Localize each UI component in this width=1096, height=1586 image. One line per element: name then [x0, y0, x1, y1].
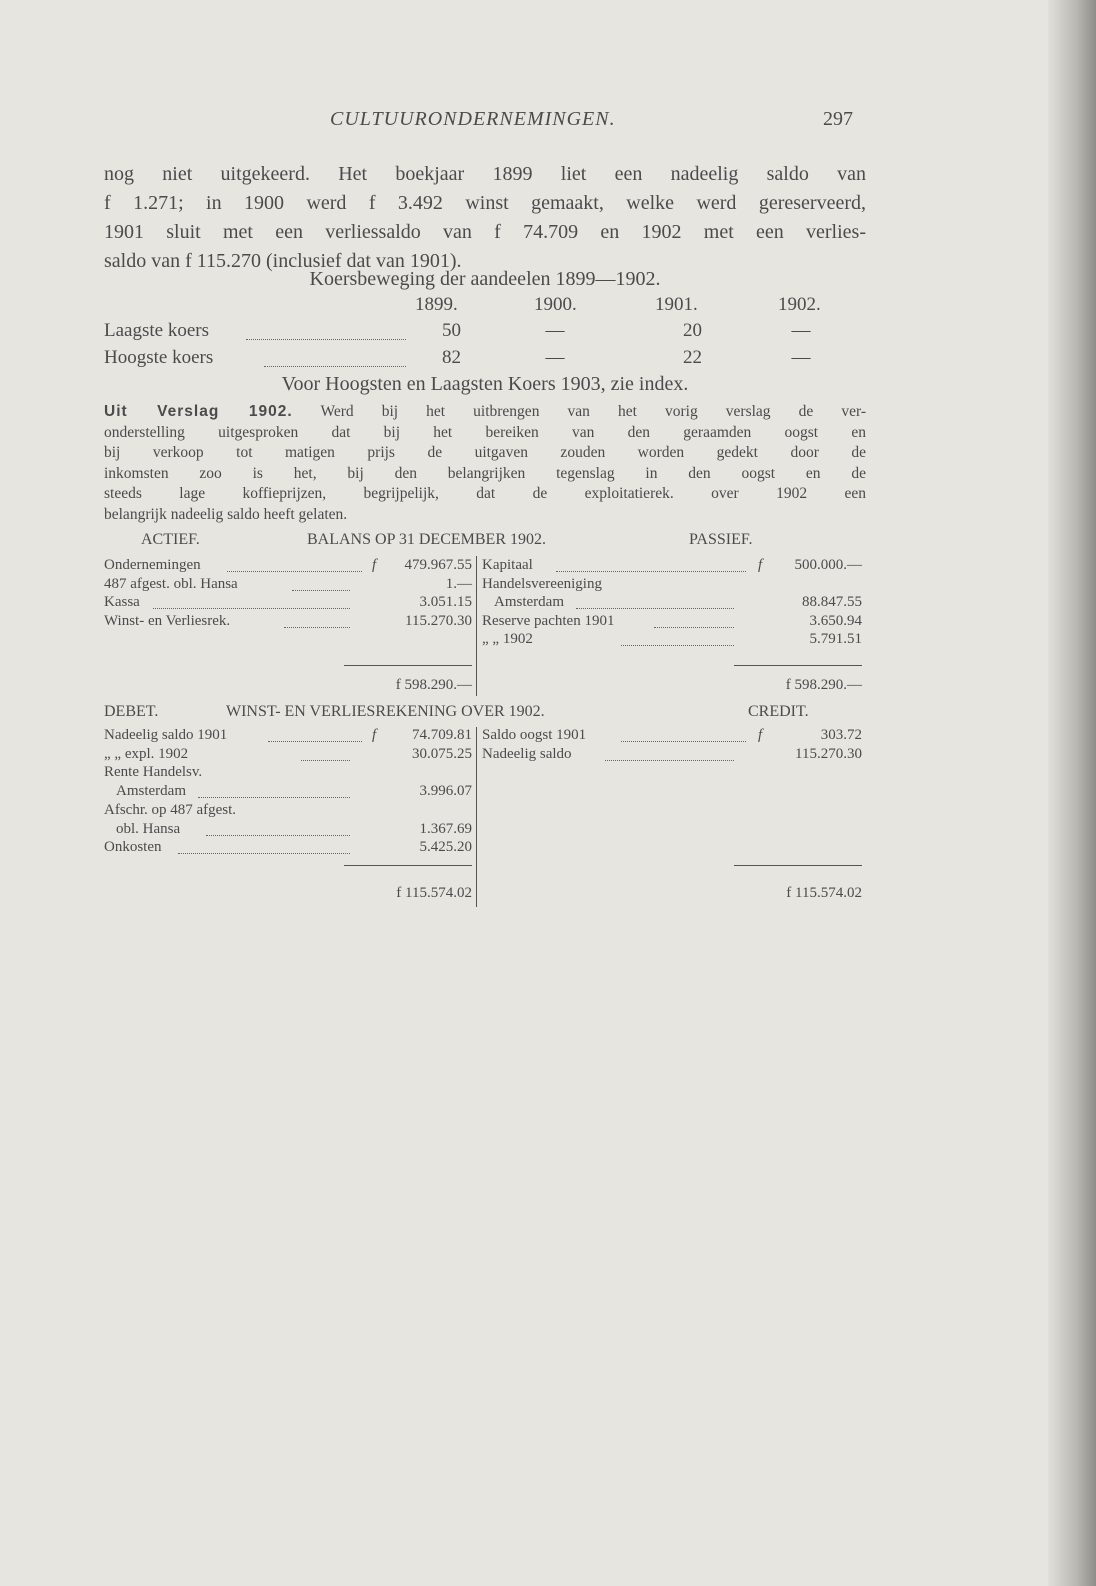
debet-label: DEBET.	[104, 703, 159, 720]
currency-symbol: f	[758, 727, 763, 743]
row-label: Kassa	[104, 594, 140, 610]
year-header: 1899.	[415, 294, 458, 315]
value: —	[791, 320, 811, 341]
amount: 479.967.55	[404, 557, 472, 573]
leader-dots	[621, 645, 734, 646]
leader-dots	[206, 835, 350, 836]
amount: 500.000.—	[794, 557, 862, 573]
balans-title: BALANS OP 31 DECEMBER 1902.	[307, 531, 546, 548]
sum-rule	[344, 665, 472, 666]
year-header: 1901.	[655, 294, 698, 315]
leader-dots	[556, 571, 746, 572]
winst-divider	[476, 727, 477, 907]
verslag-heading: Uit Verslag 1902.	[104, 403, 293, 420]
winst-title: WINST- EN VERLIESREKENING OVER 1902.	[226, 703, 545, 720]
sum-rule	[734, 665, 862, 666]
row-label: Onkosten	[104, 839, 162, 856]
amount: 74.709.81	[412, 727, 472, 743]
row-label: Nadeelig saldo	[482, 745, 572, 762]
leader-dots	[198, 797, 350, 798]
currency-symbol: f	[372, 727, 377, 743]
amount: 303.72	[820, 727, 862, 743]
page-edge-shadow	[1048, 0, 1096, 1586]
leader-dots	[301, 760, 350, 761]
sum-rule	[734, 865, 862, 866]
verslag-paragraph	[104, 402, 866, 525]
amount: 5.791.51	[809, 631, 862, 647]
credit-label: CREDIT.	[748, 703, 809, 720]
leader-dots	[227, 571, 362, 572]
value: 50	[442, 320, 461, 341]
leader-dots	[153, 608, 350, 609]
amount: 88.847.55	[802, 594, 862, 610]
leader-dots	[246, 339, 406, 340]
currency-symbol: f	[372, 557, 377, 573]
text-line: bij verkoop tot matigen prijs de uitgaven zouden worden gedekt door de	[104, 444, 866, 461]
value: 22	[683, 347, 702, 368]
row-label: Laagste koers	[104, 320, 209, 341]
page-number: 297	[823, 108, 853, 130]
row-label: Afschr. op 487 afgest.	[104, 801, 237, 818]
row-label: Amsterdam	[116, 783, 186, 800]
amount: 3.650.94	[809, 612, 862, 629]
currency-symbol: f	[758, 557, 763, 573]
row-label: Reserve pachten 1901	[482, 612, 615, 629]
amount: 3.996.07	[419, 783, 472, 800]
passief-label: PASSIEF.	[689, 531, 753, 548]
amount: 115.270.30	[795, 745, 862, 762]
text-line: nog niet uitgekeerd. Het boekjaar 1899 liet een nadeelig saldo van	[104, 163, 866, 185]
row-label: Hoogste koers	[104, 347, 214, 368]
balans-divider	[476, 556, 477, 696]
leader-dots	[621, 741, 746, 742]
leader-dots	[178, 853, 350, 854]
value: —	[545, 347, 565, 368]
year-header: 1902.	[778, 294, 821, 315]
value: —	[791, 347, 811, 368]
value: 82	[442, 347, 461, 368]
running-title: CULTUURONDERNEMINGEN.	[330, 108, 616, 130]
amount: 5.425.20	[419, 839, 472, 856]
text-line: saldo van f 115.270 (inclusief dat van 1901).	[104, 250, 462, 272]
row-label: obl. Hansa	[116, 820, 181, 837]
text-line: 1901 sluit met een verliessaldo van f 74.709 en 1902 met een verlies-	[104, 221, 866, 243]
leader-dots	[576, 608, 734, 609]
leader-dots	[268, 741, 362, 742]
total-amount: f 115.574.02	[786, 885, 862, 901]
amount: 3.051.15	[419, 594, 472, 610]
row-label: Ondernemingen	[104, 557, 201, 573]
row-label: Winst- en Verliesrek.	[104, 612, 231, 629]
amount: 1.367.69	[419, 820, 472, 837]
leader-dots	[654, 627, 734, 628]
sum-rule	[344, 865, 472, 866]
leader-dots	[284, 627, 350, 628]
leader-dots	[605, 760, 734, 761]
row-label: Kapitaal	[482, 557, 533, 573]
row-label: 487 afgest. obl. Hansa	[104, 575, 238, 592]
text-line: belangrijk nadeelig saldo heeft gelaten.	[104, 505, 348, 523]
value: 20	[683, 320, 702, 341]
koers-note: Voor Hoogsten en Laagsten Koers 1903, zie index.	[281, 373, 689, 395]
leader-dots	[264, 366, 406, 367]
text-line: f 1.271; in 1900 werd f 3.492 winst gemaakt, welke werd gereserveerd,	[104, 192, 866, 214]
row-label: Amsterdam	[494, 594, 564, 610]
text-line: onderstelling uitgesproken dat bij het bereiken van den geraamden oogst en	[104, 423, 866, 441]
koers-row-hoogste	[104, 347, 866, 373]
amount: 30.075.25	[412, 745, 472, 762]
intro-paragraph	[104, 160, 866, 276]
text-line: steeds lage koffieprijzen, begrijpelijk, dat de exploitatierek. over 1902 een	[104, 485, 866, 502]
total-amount: f 598.290.—	[785, 677, 862, 693]
row-label: Rente Handelsv.	[104, 764, 203, 781]
actief-label: ACTIEF.	[141, 531, 200, 548]
value: —	[545, 320, 565, 341]
amount: 115.270.30	[405, 612, 472, 629]
leader-dots	[292, 590, 350, 591]
text-line: inkomsten zoo is het, bij den belangrijken tegenslag in den oogst en de	[104, 464, 866, 482]
row-label: „ „ expl. 1902	[104, 745, 189, 762]
koers-title: Koersbeweging der aandeelen 1899—1902.	[309, 268, 661, 290]
row-label: Handelsvereeniging	[482, 575, 602, 592]
row-label: „ „ 1902	[482, 631, 533, 647]
row-label: Saldo oogst 1901	[482, 727, 587, 743]
total-amount: f 115.574.02	[396, 885, 472, 901]
amount: 1.—	[445, 575, 472, 592]
row-label: Nadeelig saldo 1901	[104, 727, 228, 743]
text-line	[104, 402, 866, 423]
total-amount: f 598.290.—	[395, 677, 472, 693]
text: Werd bij het uitbrengen van het vorig verslag de ver-	[320, 403, 866, 420]
year-header: 1900.	[534, 294, 577, 315]
koers-row-laagste	[104, 320, 866, 346]
